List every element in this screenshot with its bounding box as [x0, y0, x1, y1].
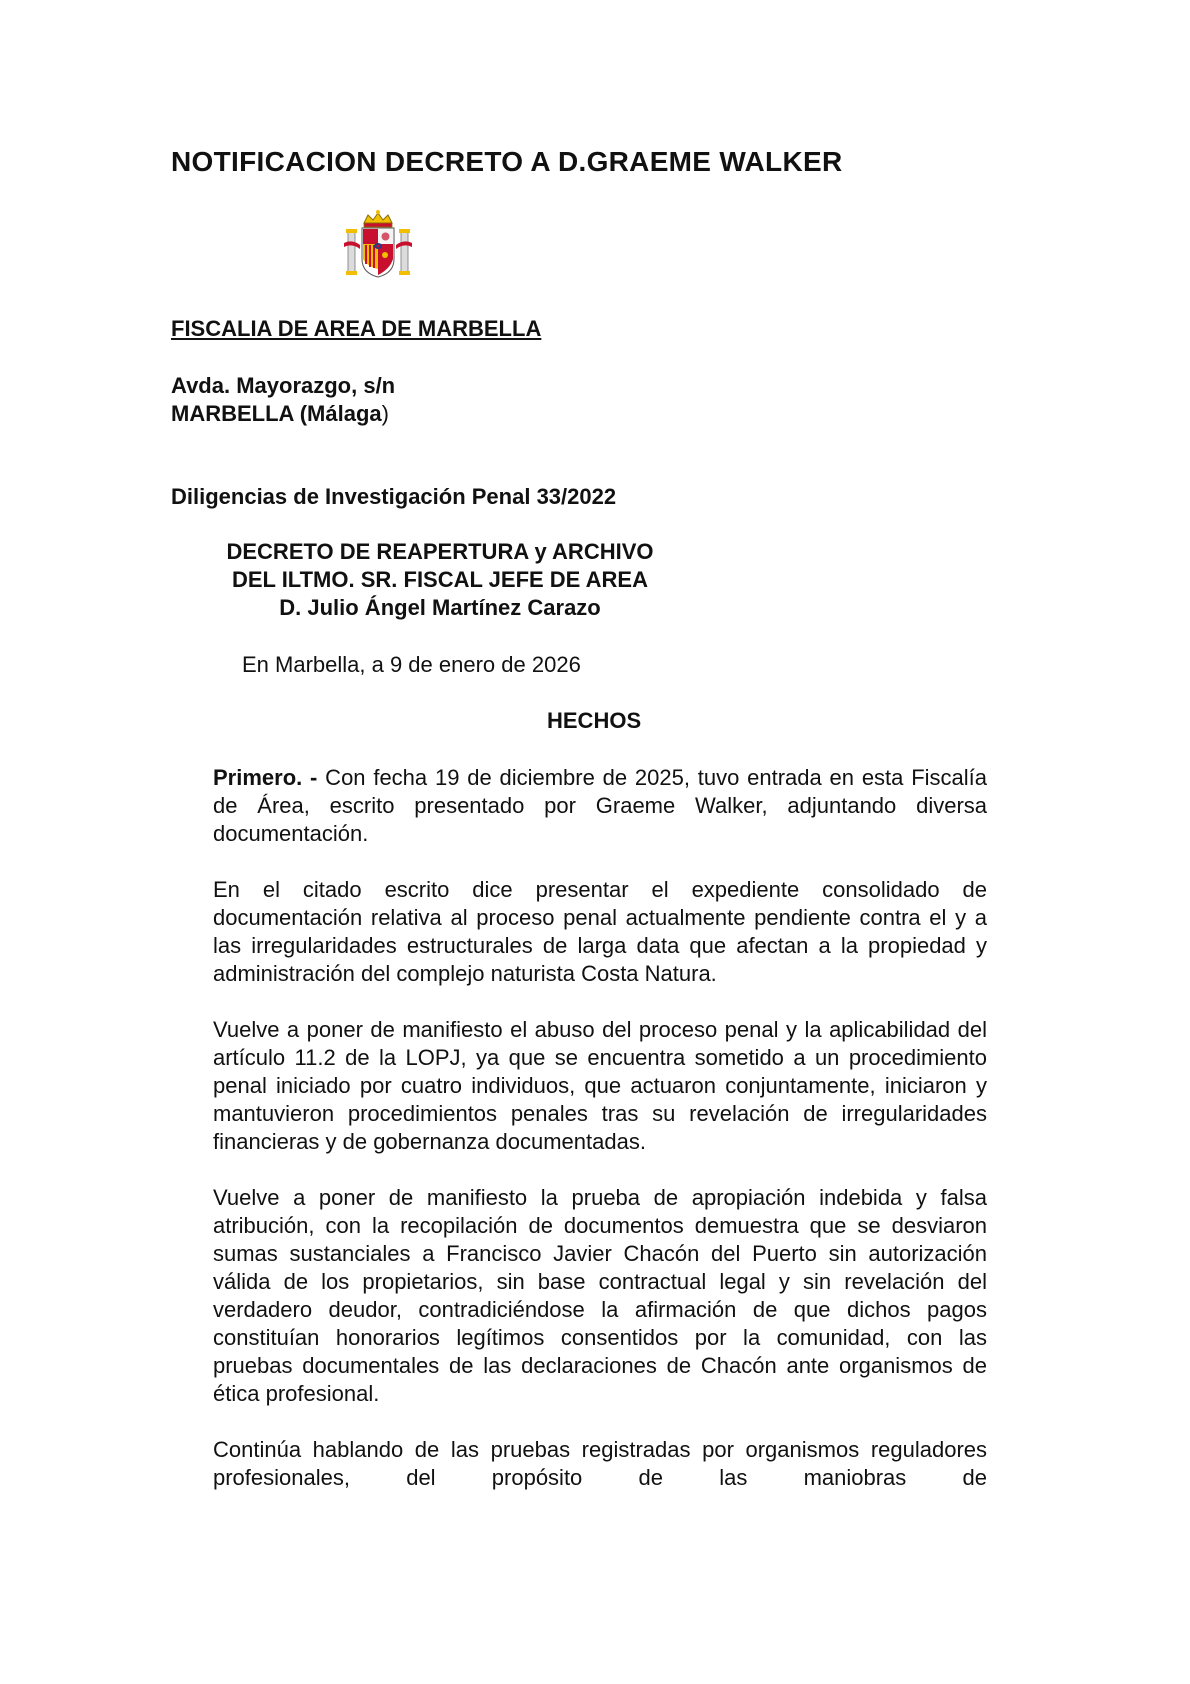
paragraph-5: Continúa hablando de las pruebas registradas por organismos reguladores profesionales, del propósito de las maniobras de — [213, 1437, 987, 1490]
paragraph-primero-lead: Primero. - — [213, 765, 318, 790]
place-and-date: En Marbella, a 9 de enero de 2026 — [242, 652, 581, 677]
paragraph-3: Vuelve a poner de manifiesto el abuso del proceso penal y la aplicabilidad del artículo 11.2 de la LOPJ, ya que se encuentra sometido a un procedimiento penal iniciado por cuatro individuos, que actuaron conjuntamente, iniciaron y mantuvieron procedimientos penales tras su revelación de irregularidades financieras y de gobernanza documentadas. — [213, 1017, 987, 1154]
paragraph-2: En el citado escrito dice presentar el expediente consolidado de documentación relativa al proceso penal actualmente pendiente contra el y a las irregularidades estructurales de larga data que afectan a la propiedad y administración del complejo naturista Costa Natura. — [213, 877, 987, 986]
document-title: NOTIFICACION DECRETO A D.GRAEME WALKER — [171, 146, 843, 177]
decree-line-3: D. Julio Ángel Martínez Carazo — [279, 595, 601, 620]
address-city-close: ) — [381, 401, 389, 426]
prosecutor-office-name: FISCALIA DE AREA DE MARBELLA — [171, 316, 542, 341]
decree-line-2: DEL ILTMO. SR. FISCAL JEFE DE AREA — [231, 567, 648, 592]
paragraph-primero-text: Con fecha 19 de diciembre de 2025, tuvo entrada en esta Fiscalía de Área, escrito presentado por Graeme Walker, adjuntando diversa documentación. — [213, 765, 987, 846]
decree-line-1: DECRETO DE REAPERTURA y ARCHIVO — [226, 539, 654, 564]
section-heading-hechos: HECHOS — [547, 708, 642, 733]
address-city-line — [171, 400, 395, 428]
document-body — [213, 764, 987, 1520]
address-city: MARBELLA (Málaga — [171, 401, 382, 426]
paragraph-primero — [213, 764, 987, 848]
procedure-reference: Diligencias de Investigación Penal 33/2022 — [171, 484, 617, 509]
coat-of-arms-icon — [344, 209, 412, 281]
office-address — [171, 372, 395, 428]
paragraph-4: Vuelve a poner de manifiesto la prueba de apropiación indebida y falsa atribución, con la recopilación de documentos demuestra que se desviaron sumas sustanciales a Francisco Javier Chacón del Puerto sin autorización válida de los propietarios, sin base contractual legal y sin revelación del verdadero deudor, contradiciéndose la afirmación de que dichos pagos constituían honorarios legítimos consentidos por la comunidad, con las pruebas documentales de las declaraciones de Chacón ante organismos de ética profesional. — [213, 1185, 987, 1406]
address-street: Avda. Mayorazgo, s/n — [171, 373, 396, 398]
decree-heading — [200, 538, 680, 622]
